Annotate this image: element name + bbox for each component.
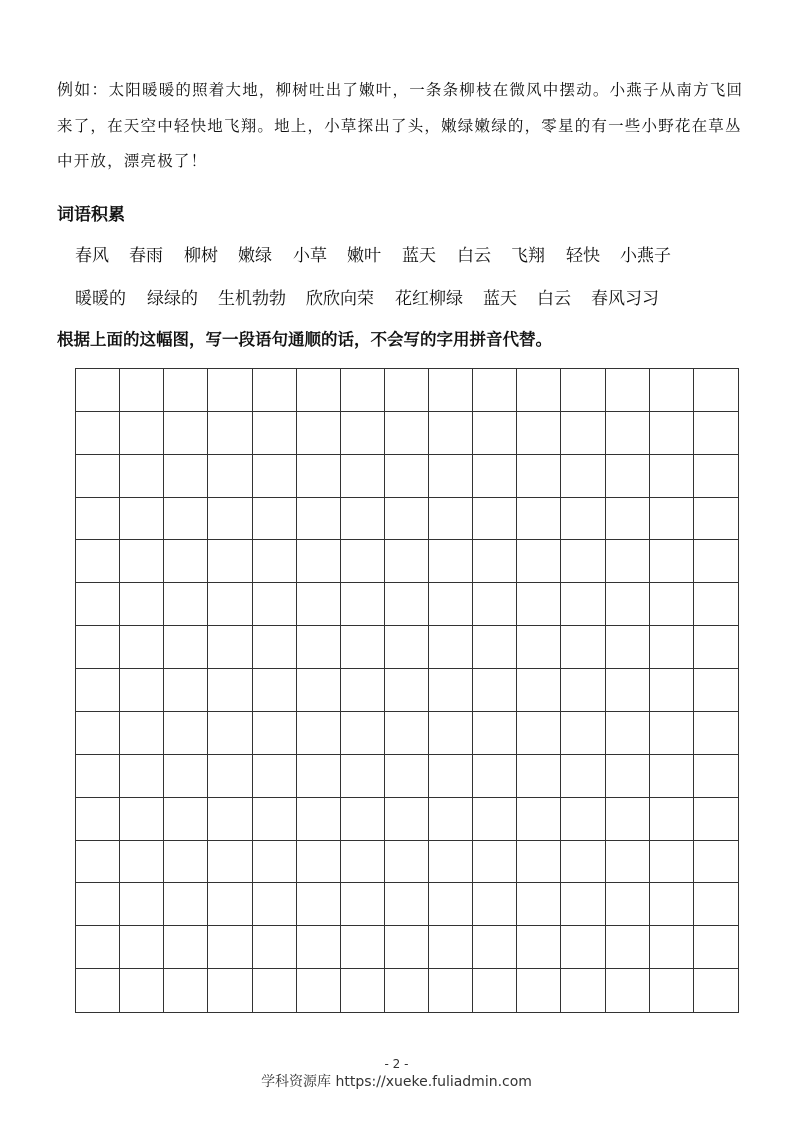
grid-cell[interactable] bbox=[208, 540, 252, 583]
grid-cell[interactable] bbox=[385, 626, 429, 669]
grid-cell[interactable] bbox=[297, 540, 341, 583]
grid-cell[interactable] bbox=[473, 455, 517, 498]
grid-cell[interactable] bbox=[429, 798, 473, 841]
vocab-word: 嫩叶 bbox=[347, 246, 381, 266]
grid-cell[interactable] bbox=[517, 755, 561, 798]
grid-cell[interactable] bbox=[385, 455, 429, 498]
grid-cell[interactable] bbox=[253, 369, 297, 412]
grid-cell[interactable] bbox=[297, 498, 341, 541]
grid-cell[interactable] bbox=[120, 883, 164, 926]
grid-cell[interactable] bbox=[253, 498, 297, 541]
grid-cell[interactable] bbox=[606, 583, 650, 626]
grid-cell[interactable] bbox=[341, 369, 385, 412]
grid-cell[interactable] bbox=[76, 540, 120, 583]
grid-cell[interactable] bbox=[517, 883, 561, 926]
grid-cell[interactable] bbox=[473, 969, 517, 1012]
vocab-row-1 bbox=[75, 241, 671, 266]
grid-cell[interactable] bbox=[429, 583, 473, 626]
grid-cell[interactable] bbox=[694, 969, 738, 1012]
grid-cell[interactable] bbox=[606, 969, 650, 1012]
grid-cell[interactable] bbox=[385, 841, 429, 884]
grid-cell[interactable] bbox=[561, 369, 605, 412]
grid-cell[interactable] bbox=[341, 583, 385, 626]
grid-cell[interactable] bbox=[694, 755, 738, 798]
grid-cell[interactable] bbox=[606, 412, 650, 455]
grid-cell[interactable] bbox=[517, 841, 561, 884]
grid-cell[interactable] bbox=[385, 755, 429, 798]
vocab-word: 暖暖的 bbox=[75, 289, 126, 309]
vocab-word: 飞翔 bbox=[511, 246, 545, 266]
grid-cell[interactable] bbox=[473, 412, 517, 455]
grid-cell[interactable] bbox=[517, 969, 561, 1012]
grid-cell[interactable] bbox=[341, 883, 385, 926]
grid-cell[interactable] bbox=[694, 455, 738, 498]
grid-cell[interactable] bbox=[120, 926, 164, 969]
vocab-word: 嫩绿 bbox=[238, 246, 272, 266]
grid-cell[interactable] bbox=[517, 626, 561, 669]
grid-cell[interactable] bbox=[76, 883, 120, 926]
grid-cell[interactable] bbox=[120, 669, 164, 712]
example-text: 太阳暖暖的照着大地，柳树吐出了嫩叶，一条条柳枝在微风中摆动。小燕子从南方飞回来了，在天空中轻快地飞翔。地上，小草探出了头，嫩绿嫩绿的，零星的有一些小野花在草丛中开放，漂亮极了！ bbox=[57, 81, 744, 170]
grid-cell[interactable] bbox=[561, 498, 605, 541]
grid-cell[interactable] bbox=[76, 498, 120, 541]
grid-cell[interactable] bbox=[76, 712, 120, 755]
vocab-word: 欣欣向荣 bbox=[306, 289, 374, 309]
grid-cell[interactable] bbox=[473, 626, 517, 669]
grid-cell[interactable] bbox=[164, 412, 208, 455]
grid-cell[interactable] bbox=[120, 712, 164, 755]
vocab-row-2 bbox=[75, 284, 659, 309]
grid-cell[interactable] bbox=[164, 798, 208, 841]
grid-cell[interactable] bbox=[694, 540, 738, 583]
grid-cell[interactable] bbox=[341, 669, 385, 712]
grid-cell[interactable] bbox=[76, 626, 120, 669]
grid-cell[interactable] bbox=[473, 883, 517, 926]
grid-cell[interactable] bbox=[208, 926, 252, 969]
grid-cell[interactable] bbox=[76, 969, 120, 1012]
example-lead: 例如： bbox=[57, 80, 109, 99]
grid-cell[interactable] bbox=[517, 926, 561, 969]
grid-cell[interactable] bbox=[253, 626, 297, 669]
grid-cell[interactable] bbox=[120, 798, 164, 841]
grid-cell[interactable] bbox=[429, 369, 473, 412]
grid-cell[interactable] bbox=[650, 540, 694, 583]
grid-cell[interactable] bbox=[517, 712, 561, 755]
grid-cell[interactable] bbox=[606, 798, 650, 841]
grid-cell[interactable] bbox=[650, 798, 694, 841]
grid-cell[interactable] bbox=[606, 540, 650, 583]
grid-cell[interactable] bbox=[650, 455, 694, 498]
grid-cell[interactable] bbox=[385, 926, 429, 969]
grid-cell[interactable] bbox=[517, 583, 561, 626]
grid-cell[interactable] bbox=[76, 455, 120, 498]
grid-cell[interactable] bbox=[120, 841, 164, 884]
grid-cell[interactable] bbox=[429, 669, 473, 712]
grid-cell[interactable] bbox=[561, 969, 605, 1012]
grid-cell[interactable] bbox=[429, 926, 473, 969]
grid-cell[interactable] bbox=[120, 369, 164, 412]
grid-cell[interactable] bbox=[341, 969, 385, 1012]
grid-cell[interactable] bbox=[429, 883, 473, 926]
grid-cell[interactable] bbox=[164, 626, 208, 669]
grid-cell[interactable] bbox=[297, 926, 341, 969]
grid-cell[interactable] bbox=[694, 883, 738, 926]
grid-cell[interactable] bbox=[429, 712, 473, 755]
grid-cell[interactable] bbox=[694, 369, 738, 412]
grid-cell[interactable] bbox=[76, 583, 120, 626]
grid-cell[interactable] bbox=[650, 841, 694, 884]
grid-cell[interactable] bbox=[606, 712, 650, 755]
grid-cell[interactable] bbox=[385, 969, 429, 1012]
grid-cell[interactable] bbox=[473, 926, 517, 969]
grid-cell[interactable] bbox=[208, 755, 252, 798]
grid-cell[interactable] bbox=[429, 455, 473, 498]
grid-cell[interactable] bbox=[385, 883, 429, 926]
grid-cell[interactable] bbox=[253, 712, 297, 755]
grid-cell[interactable] bbox=[208, 669, 252, 712]
grid-cell[interactable] bbox=[341, 498, 385, 541]
grid-cell[interactable] bbox=[429, 412, 473, 455]
grid-cell[interactable] bbox=[164, 883, 208, 926]
grid-cell[interactable] bbox=[120, 412, 164, 455]
grid-cell[interactable] bbox=[606, 926, 650, 969]
grid-cell[interactable] bbox=[561, 755, 605, 798]
grid-cell[interactable] bbox=[694, 498, 738, 541]
grid-cell[interactable] bbox=[297, 969, 341, 1012]
grid-cell[interactable] bbox=[253, 540, 297, 583]
grid-cell[interactable] bbox=[208, 883, 252, 926]
grid-cell[interactable] bbox=[164, 455, 208, 498]
grid-cell[interactable] bbox=[385, 669, 429, 712]
grid-cell[interactable] bbox=[297, 583, 341, 626]
grid-cell[interactable] bbox=[473, 540, 517, 583]
grid-cell[interactable] bbox=[297, 412, 341, 455]
grid-cell[interactable] bbox=[208, 455, 252, 498]
grid-cell[interactable] bbox=[297, 455, 341, 498]
grid-cell[interactable] bbox=[561, 455, 605, 498]
grid-cell[interactable] bbox=[253, 926, 297, 969]
grid-cell[interactable] bbox=[561, 412, 605, 455]
grid-cell[interactable] bbox=[385, 369, 429, 412]
grid-cell[interactable] bbox=[606, 755, 650, 798]
vocab-word: 春雨 bbox=[129, 246, 163, 266]
grid-cell[interactable] bbox=[76, 669, 120, 712]
grid-cell[interactable] bbox=[561, 841, 605, 884]
vocab-word: 蓝天 bbox=[402, 246, 436, 266]
vocab-word: 春风 bbox=[75, 246, 109, 266]
grid-cell[interactable] bbox=[517, 798, 561, 841]
grid-cell[interactable] bbox=[517, 669, 561, 712]
grid-cell[interactable] bbox=[76, 926, 120, 969]
grid-cell[interactable] bbox=[517, 369, 561, 412]
writing-instruction: 根据上面的这幅图，写一段语句通顺的话，不会写的字用拼音代替。 bbox=[57, 330, 552, 349]
vocab-word: 轻快 bbox=[566, 246, 600, 266]
grid-cell[interactable] bbox=[120, 455, 164, 498]
grid-cell[interactable] bbox=[694, 712, 738, 755]
grid-cell[interactable] bbox=[208, 498, 252, 541]
grid-cell[interactable] bbox=[253, 969, 297, 1012]
grid-cell[interactable] bbox=[120, 626, 164, 669]
grid-cell[interactable] bbox=[208, 712, 252, 755]
grid-cell[interactable] bbox=[650, 712, 694, 755]
vocab-word: 小燕子 bbox=[620, 246, 671, 266]
grid-cell[interactable] bbox=[429, 498, 473, 541]
grid-cell[interactable] bbox=[297, 712, 341, 755]
grid-cell[interactable] bbox=[341, 841, 385, 884]
grid-cell[interactable] bbox=[606, 669, 650, 712]
vocab-word: 春风习习 bbox=[591, 289, 659, 309]
grid-cell[interactable] bbox=[297, 369, 341, 412]
grid-cell[interactable] bbox=[76, 369, 120, 412]
grid-cell[interactable] bbox=[517, 455, 561, 498]
writing-grid[interactable] bbox=[75, 368, 739, 1013]
grid-cell[interactable] bbox=[253, 841, 297, 884]
grid-cell[interactable] bbox=[650, 926, 694, 969]
grid-cell[interactable] bbox=[606, 498, 650, 541]
grid-cell[interactable] bbox=[120, 969, 164, 1012]
grid-cell[interactable] bbox=[208, 369, 252, 412]
grid-cell[interactable] bbox=[253, 412, 297, 455]
grid-cell[interactable] bbox=[164, 498, 208, 541]
grid-cell[interactable] bbox=[297, 755, 341, 798]
vocab-word: 花红柳绿 bbox=[395, 289, 463, 309]
grid-cell[interactable] bbox=[517, 412, 561, 455]
grid-cell[interactable] bbox=[606, 841, 650, 884]
grid-cell[interactable] bbox=[517, 540, 561, 583]
grid-cell[interactable] bbox=[694, 669, 738, 712]
grid-cell[interactable] bbox=[606, 369, 650, 412]
grid-cell[interactable] bbox=[650, 498, 694, 541]
grid-cell[interactable] bbox=[473, 841, 517, 884]
grid-cell[interactable] bbox=[561, 540, 605, 583]
grid-cell[interactable] bbox=[76, 841, 120, 884]
vocab-word: 白云 bbox=[457, 246, 491, 266]
grid-cell[interactable] bbox=[164, 755, 208, 798]
grid-cell[interactable] bbox=[297, 626, 341, 669]
grid-cell[interactable] bbox=[164, 369, 208, 412]
grid-cell[interactable] bbox=[650, 669, 694, 712]
grid-cell[interactable] bbox=[208, 583, 252, 626]
grid-cell[interactable] bbox=[76, 798, 120, 841]
grid-cell[interactable] bbox=[473, 712, 517, 755]
vocab-word: 白云 bbox=[537, 289, 571, 309]
grid-cell[interactable] bbox=[473, 798, 517, 841]
grid-cell[interactable] bbox=[341, 412, 385, 455]
grid-cell[interactable] bbox=[694, 412, 738, 455]
grid-cell[interactable] bbox=[253, 669, 297, 712]
grid-cell[interactable] bbox=[120, 755, 164, 798]
grid-cell[interactable] bbox=[429, 841, 473, 884]
grid-cell[interactable] bbox=[164, 669, 208, 712]
grid-cell[interactable] bbox=[650, 883, 694, 926]
grid-cell[interactable] bbox=[650, 412, 694, 455]
grid-cell[interactable] bbox=[385, 498, 429, 541]
grid-cell[interactable] bbox=[694, 841, 738, 884]
grid-cell[interactable] bbox=[694, 626, 738, 669]
grid-cell[interactable] bbox=[341, 626, 385, 669]
grid-cell[interactable] bbox=[164, 583, 208, 626]
grid-cell[interactable] bbox=[650, 369, 694, 412]
grid-cell[interactable] bbox=[606, 883, 650, 926]
grid-cell[interactable] bbox=[561, 712, 605, 755]
grid-cell[interactable] bbox=[120, 583, 164, 626]
grid-cell[interactable] bbox=[341, 540, 385, 583]
grid-cell[interactable] bbox=[297, 841, 341, 884]
grid-cell[interactable] bbox=[253, 798, 297, 841]
grid-cell[interactable] bbox=[694, 798, 738, 841]
vocab-word: 绿绿的 bbox=[147, 289, 198, 309]
grid-cell[interactable] bbox=[561, 626, 605, 669]
grid-cell[interactable] bbox=[341, 712, 385, 755]
grid-cell[interactable] bbox=[473, 669, 517, 712]
grid-cell[interactable] bbox=[120, 498, 164, 541]
grid-cell[interactable] bbox=[208, 412, 252, 455]
grid-cell[interactable] bbox=[341, 798, 385, 841]
grid-cell[interactable] bbox=[341, 926, 385, 969]
grid-cell[interactable] bbox=[385, 412, 429, 455]
grid-cell[interactable] bbox=[429, 626, 473, 669]
grid-cell[interactable] bbox=[606, 455, 650, 498]
vocab-word: 生机勃勃 bbox=[218, 289, 286, 309]
grid-cell[interactable] bbox=[473, 498, 517, 541]
grid-cell[interactable] bbox=[385, 540, 429, 583]
grid-cell[interactable] bbox=[650, 583, 694, 626]
grid-cell[interactable] bbox=[297, 798, 341, 841]
grid-cell[interactable] bbox=[473, 755, 517, 798]
grid-cell[interactable] bbox=[385, 583, 429, 626]
grid-cell[interactable] bbox=[606, 626, 650, 669]
grid-cell[interactable] bbox=[164, 712, 208, 755]
grid-cell[interactable] bbox=[429, 969, 473, 1012]
grid-cell[interactable] bbox=[208, 626, 252, 669]
grid-cell[interactable] bbox=[76, 412, 120, 455]
grid-cell[interactable] bbox=[561, 883, 605, 926]
grid-cell[interactable] bbox=[429, 540, 473, 583]
grid-cell[interactable] bbox=[650, 969, 694, 1012]
grid-cell[interactable] bbox=[164, 540, 208, 583]
vocab-title: 词语积累 bbox=[57, 205, 125, 225]
grid-cell[interactable] bbox=[561, 798, 605, 841]
example-paragraph bbox=[57, 72, 747, 180]
grid-cell[interactable] bbox=[164, 969, 208, 1012]
grid-cell[interactable] bbox=[473, 369, 517, 412]
grid-cell[interactable] bbox=[120, 540, 164, 583]
grid-cell[interactable] bbox=[253, 755, 297, 798]
grid-cell[interactable] bbox=[385, 798, 429, 841]
grid-cell[interactable] bbox=[253, 883, 297, 926]
grid-cell[interactable] bbox=[297, 669, 341, 712]
grid-cell[interactable] bbox=[164, 926, 208, 969]
grid-cell[interactable] bbox=[385, 712, 429, 755]
vocab-word: 柳树 bbox=[184, 246, 218, 266]
footer-text: 学科资源库 https://xueke.fuliadmin.com bbox=[261, 1074, 532, 1090]
grid-cell[interactable] bbox=[429, 755, 473, 798]
page-number: - 2 - bbox=[384, 1057, 409, 1071]
grid-cell[interactable] bbox=[561, 669, 605, 712]
grid-cell[interactable] bbox=[208, 798, 252, 841]
grid-cell[interactable] bbox=[341, 455, 385, 498]
grid-cell[interactable] bbox=[694, 583, 738, 626]
grid-cell[interactable] bbox=[561, 583, 605, 626]
grid-cell[interactable] bbox=[297, 883, 341, 926]
vocab-word: 蓝天 bbox=[483, 289, 517, 309]
grid-cell[interactable] bbox=[650, 626, 694, 669]
grid-cell[interactable] bbox=[164, 841, 208, 884]
grid-cell[interactable] bbox=[341, 755, 385, 798]
grid-cell[interactable] bbox=[253, 455, 297, 498]
grid-cell[interactable] bbox=[473, 583, 517, 626]
grid-cell[interactable] bbox=[694, 926, 738, 969]
grid-cell[interactable] bbox=[208, 969, 252, 1012]
grid-cell[interactable] bbox=[76, 755, 120, 798]
grid-cell[interactable] bbox=[561, 926, 605, 969]
vocab-word: 小草 bbox=[293, 246, 327, 266]
grid-cell[interactable] bbox=[253, 583, 297, 626]
grid-cell[interactable] bbox=[650, 755, 694, 798]
grid-cell[interactable] bbox=[517, 498, 561, 541]
grid-cell[interactable] bbox=[208, 841, 252, 884]
